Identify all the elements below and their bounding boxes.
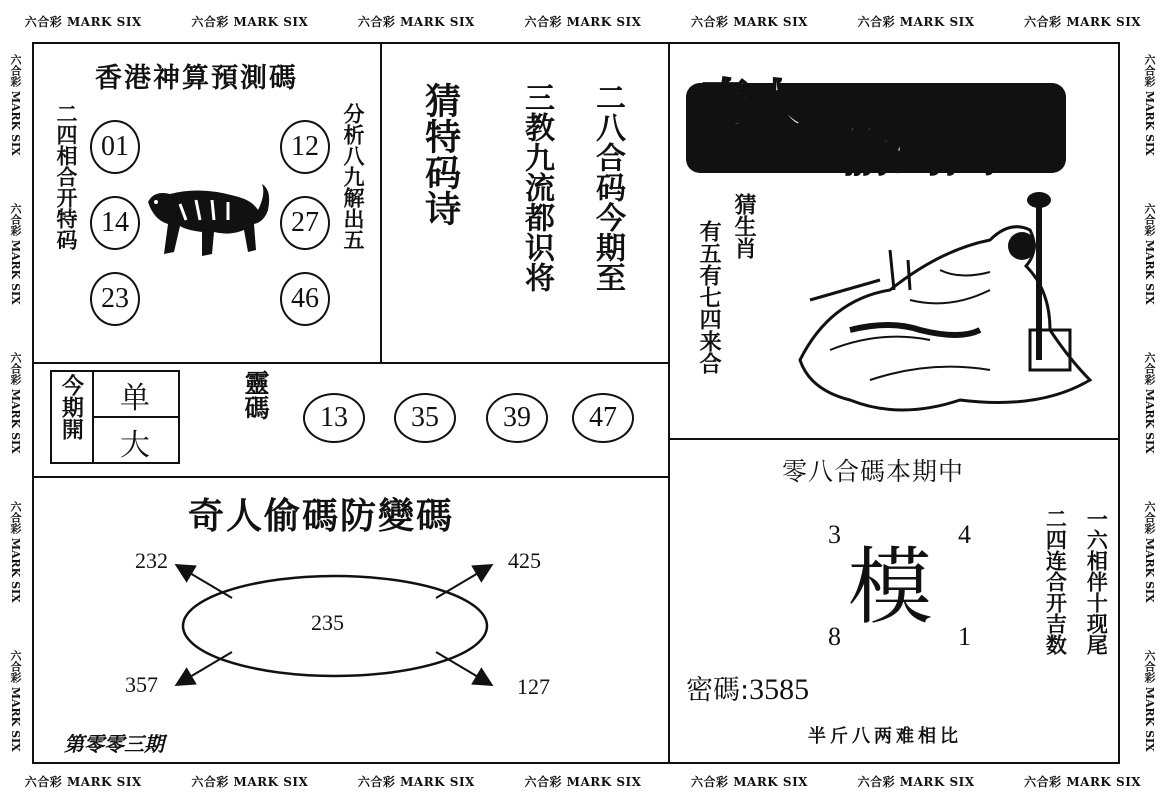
scholar-figure xyxy=(790,180,1110,430)
password-line xyxy=(686,668,809,707)
prediction-title: 香港神算預測碼 xyxy=(95,63,298,94)
zodiac-guess-text: 有五有七四来合 xyxy=(696,220,723,374)
poem-heading: 猜特码诗 xyxy=(419,82,462,226)
password-value: 3585 xyxy=(749,673,810,706)
spirit-code-label: 靈碼 xyxy=(241,370,270,420)
number-circle: 01 xyxy=(90,120,140,174)
watermark-text: 六合彩 MARK SIX xyxy=(191,14,309,29)
watermark-text: 六合彩 MARK SIX xyxy=(1143,500,1156,603)
footer-saying: 半斤八两难相比 xyxy=(808,726,962,747)
zero-eight-title: 零八合碼本期中 xyxy=(782,457,965,486)
poem-line-1: 二八合码今期至 xyxy=(590,82,625,292)
today-odd-even: 单 xyxy=(120,381,150,416)
watermark-text: 六合彩 MARK SIX xyxy=(1024,14,1142,29)
left-verse: 二四相合开特码 xyxy=(54,103,80,250)
number-circle: 23 xyxy=(90,272,140,326)
watermark-text: 六合彩 MARK SIX xyxy=(1024,774,1142,789)
number-circle: 46 xyxy=(280,272,330,326)
corner-number: 8 xyxy=(828,622,841,651)
watermark-bottom xyxy=(0,770,1166,792)
arrow-number-bottom-right: 127 xyxy=(517,674,550,699)
watermark-right xyxy=(1138,30,1160,775)
spirit-number: 13 xyxy=(303,393,365,443)
arrow-number-top-right: 425 xyxy=(508,548,541,573)
banner-line-1: 奇人 xyxy=(700,74,805,135)
right-verse: 分析八九解出五 xyxy=(341,103,367,250)
watermark-text: 六合彩 MARK SIX xyxy=(691,14,808,29)
watermark-text: 六合彩 MARK SIX xyxy=(24,14,142,29)
change-code-title: 奇人偷碼防變碼 xyxy=(188,495,455,537)
spirit-number: 47 xyxy=(572,393,634,443)
watermark-text: 六合彩 MARK SIX xyxy=(1143,351,1156,454)
watermark-text: 六合彩 MARK SIX xyxy=(9,649,22,752)
arrow-number-bottom-left: 357 xyxy=(125,672,158,697)
watermark-text: 六合彩 MARK SIX xyxy=(191,774,309,789)
watermark-text: 六合彩 MARK SIX xyxy=(857,774,975,789)
watermark-left xyxy=(4,30,26,775)
watermark-text: 六合彩 MARK SIX xyxy=(357,14,475,29)
watermark-text: 六合彩 MARK SIX xyxy=(1143,53,1156,156)
today-big-small: 大 xyxy=(120,428,150,463)
zodiac-guess-label: 猜生肖 xyxy=(731,193,758,259)
watermark-top xyxy=(0,10,1166,32)
spirit-number: 35 xyxy=(394,393,456,443)
tiger-icon xyxy=(140,180,275,265)
corner-number: 4 xyxy=(958,520,971,549)
poem-line-2: 三教九流都识将 xyxy=(519,82,554,292)
verse-right-1: 一六相伴十现尾 xyxy=(1084,508,1110,655)
watermark-text: 六合彩 MARK SIX xyxy=(1143,202,1156,305)
big-character: 模 xyxy=(848,538,933,636)
spirit-number: 39 xyxy=(486,393,548,443)
watermark-text: 六合彩 MARK SIX xyxy=(357,774,475,789)
watermark-text: 六合彩 MARK SIX xyxy=(857,14,975,29)
number-circle: 12 xyxy=(280,120,330,174)
watermark-text: 六合彩 MARK SIX xyxy=(9,500,22,603)
center-number: 235 xyxy=(311,610,344,635)
password-label: 密碼: xyxy=(686,675,750,706)
watermark-text: 六合彩 MARK SIX xyxy=(24,774,142,789)
corner-number: 3 xyxy=(828,520,841,549)
watermark-text: 六合彩 MARK SIX xyxy=(9,53,22,156)
arrow-number-top-left: 232 xyxy=(135,548,168,573)
watermark-text: 六合彩 MARK SIX xyxy=(9,351,22,454)
issue-number: 第零零三期 xyxy=(64,732,164,756)
watermark-text: 六合彩 MARK SIX xyxy=(524,14,642,29)
watermark-text: 六合彩 MARK SIX xyxy=(524,774,642,789)
watermark-text: 六合彩 MARK SIX xyxy=(9,202,22,305)
number-circle: 14 xyxy=(90,196,140,250)
watermark-text: 六合彩 MARK SIX xyxy=(1143,649,1156,752)
today-label: 今期開 xyxy=(58,374,85,440)
banner-line-2: 偷碼圖 xyxy=(840,122,997,183)
verse-right-2: 二四连合开吉数 xyxy=(1043,508,1069,655)
watermark-text: 六合彩 MARK SIX xyxy=(691,774,808,789)
number-circle: 27 xyxy=(280,196,330,250)
corner-number: 1 xyxy=(958,622,971,651)
